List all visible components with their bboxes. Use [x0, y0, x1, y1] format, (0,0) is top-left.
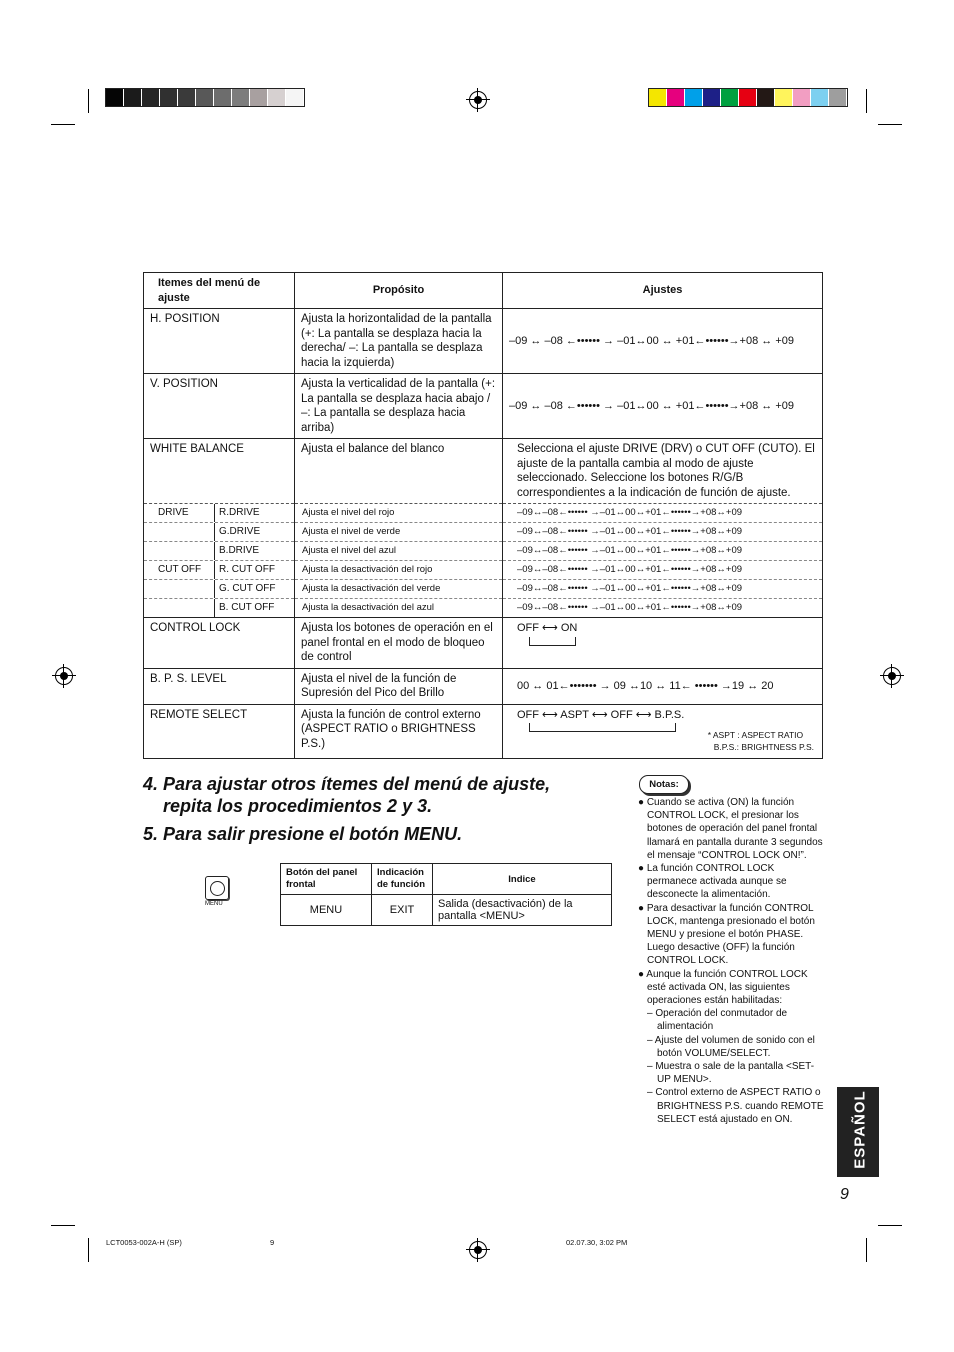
color-swatch — [739, 89, 757, 106]
setting-cell: –09 ↔ –08 ←•••••• → –01↔00 ↔ +01←••••••→+08 ↔ +09 — [503, 374, 823, 439]
notes-list — [638, 796, 826, 1126]
mt-header-indication: Indicación de función — [372, 864, 433, 895]
menu-function-table — [280, 863, 612, 926]
color-swatch — [196, 89, 214, 106]
loop-arrow — [529, 637, 576, 646]
note-subitem: – Muestra o sale de la pantalla <SET-UP MENU>. — [647, 1061, 815, 1086]
color-swatch — [178, 89, 196, 106]
color-swatch — [286, 89, 304, 106]
setting-cell: 00 ↔ 01←••••••• → 09 ↔10 ↔ 11← •••••• →19 ↔ 20 — [503, 668, 823, 704]
wb-sub-row — [144, 542, 294, 561]
wb-sub-item: R.DRIVE — [214, 504, 260, 522]
page-number: 9 — [840, 1186, 849, 1203]
color-swatch — [268, 89, 286, 106]
color-swatch — [811, 89, 829, 106]
language-tab — [837, 1087, 879, 1177]
color-swatch — [685, 89, 703, 106]
menu-icon-label: MENU — [205, 901, 223, 907]
item-cell: REMOTE SELECT — [144, 704, 295, 758]
crop-mark — [88, 89, 89, 113]
footer-code: LCT0053-002A-H (SP) — [106, 1238, 182, 1247]
setting-cell: Selecciona el ajuste DRIVE (DRV) o CUT OFF (CUTO). El ajuste de la pantalla cambia al modo de ajuste seleccionado. Seleccione los botones R/G/B correspondientes a la indicación de función de ajuste. — [503, 439, 823, 504]
note-item: ● La función CONTROL LOCK permanece activada aunque se desconecte la alimentación. — [638, 863, 787, 901]
color-swatch — [757, 89, 775, 106]
wb-sub-setting: –09↔–08←•••••• →–01↔00↔+01←••••••→+08↔+09 — [503, 561, 822, 580]
color-swatch — [793, 89, 811, 106]
aspt-footnote: * ASPT : ASPECT RATIO — [707, 729, 804, 740]
wb-sub-purposes — [295, 504, 502, 617]
note-item: ● Aunque la función CONTROL LOCK esté activada ON, las siguientes operaciones están habilitadas: — [638, 968, 808, 1007]
table-row — [144, 668, 823, 704]
color-swatch — [142, 89, 160, 106]
table-row — [144, 704, 823, 758]
crop-mark — [878, 124, 902, 125]
wb-sub-purpose: Ajusta el nivel del rojo — [295, 504, 502, 523]
notes-badge: Notas: — [639, 775, 689, 794]
mt-index-cell: Salida (desactivación) de la pantalla <MENU> — [433, 895, 612, 926]
registration-mark-icon — [55, 667, 73, 685]
color-swatch — [721, 89, 739, 106]
step-4-line-2: repita los procedimientos 2 y 3. — [163, 796, 433, 816]
crop-mark — [878, 1225, 902, 1226]
mt-menu-cell: MENU — [281, 895, 372, 926]
white-balance-sub-rows — [144, 504, 823, 618]
table-row — [144, 439, 823, 504]
registration-mark-icon — [469, 1241, 487, 1259]
item-cell: B. P. S. LEVEL — [144, 668, 295, 704]
wb-sub-row — [144, 599, 294, 617]
color-swatch — [829, 89, 847, 106]
setting-cell: –09 ↔ –08 ←•••••• → –01↔00 ↔ +01←••••••→+08 ↔ +09 — [503, 309, 823, 374]
note-subitem: – Operación del conmutador de alimentación — [647, 1008, 788, 1033]
wb-group-label — [144, 599, 214, 617]
footer-date: 02.07.30, 3:02 PM — [566, 1238, 628, 1247]
grayscale-bar — [105, 88, 305, 107]
wb-group-label — [144, 523, 214, 541]
menu-settings-table — [143, 272, 823, 759]
table-row — [144, 374, 823, 439]
purpose-cell: Ajusta los botones de operación en el panel frontal en el modo de bloqueo de control — [295, 618, 503, 669]
wb-sub-setting: –09↔–08←•••••• →–01↔00↔+01←••••••→+08↔+09 — [503, 580, 822, 599]
color-swatch — [649, 89, 667, 106]
crop-mark — [866, 89, 867, 113]
table-row — [144, 309, 823, 374]
wb-sub-setting: –09↔–08←•••••• →–01↔00↔+01←••••••→+08↔+09 — [503, 542, 822, 561]
purpose-cell: Ajusta la horizontalidad de la pantalla (+: La pantalla se desplaza hacia la derecha/ –: La pantalla se desplaza hacia la izquierda) — [295, 309, 503, 374]
note-subitem: – Control externo de ASPECT RATIO o BRIGHTNESS P.S. cuando REMOTE SELECT está ajustado en ON. — [647, 1087, 824, 1125]
menu-button-icon — [205, 876, 229, 900]
wb-sub-setting: –09↔–08←•••••• →–01↔00↔+01←••••••→+08↔+09 — [503, 523, 822, 542]
loop-arrow — [529, 723, 676, 732]
purpose-cell: Ajusta la verticalidad de la pantalla (+: La pantalla se desplaza hacia abajo / –: La pantalla se desplaza hacia arriba) — [295, 374, 503, 439]
bps-footnote: B.P.S.: BRIGHTNESS P.S. — [713, 741, 814, 752]
wb-sub-settings — [503, 504, 822, 617]
mt-header-index: Indice — [433, 864, 612, 895]
crop-mark — [51, 1225, 75, 1226]
wb-group-label: CUT OFF — [158, 564, 202, 575]
remote-select-setting: OFF ⟷ ASPT ⟷ OFF ⟷ B.P.S. — [517, 708, 685, 721]
purpose-cell: Ajusta el balance del blanco — [295, 439, 503, 504]
wb-sub-setting: –09↔–08←•••••• →–01↔00↔+01←••••••→+08↔+09 — [517, 602, 743, 613]
wb-sub-purpose: Ajusta el nivel de verde — [295, 523, 502, 542]
wb-sub-purpose: Ajusta la desactivación del azul — [302, 602, 435, 613]
wb-sub-items — [144, 504, 294, 617]
wb-sub-row — [144, 523, 294, 542]
registration-mark-icon — [883, 667, 901, 685]
note-subitem: – Ajuste del volumen de sonido con el botón VOLUME/SELECT. — [647, 1034, 815, 1059]
color-swatch — [703, 89, 721, 106]
wb-sub-setting: –09↔–08←•••••• →–01↔00↔+01←••••••→+08↔+09 — [503, 504, 822, 523]
wb-sub-row — [144, 561, 294, 580]
note-item: ● Cuando se activa (ON) la función CONTROL LOCK, el presionar los botones de operación del panel frontal llamará en pantalla durante 3 segundos el mensaje “CONTROL LOCK ON!”. — [638, 797, 823, 861]
item-cell: H. POSITION — [144, 309, 295, 374]
color-swatch — [124, 89, 142, 106]
footer-page: 9 — [270, 1238, 275, 1247]
color-bar — [648, 88, 848, 107]
wb-sub-row — [144, 504, 294, 523]
wb-sub-item: G. CUT OFF — [214, 580, 275, 598]
setting-cell — [503, 618, 823, 669]
wb-group-label: DRIVE — [158, 507, 189, 518]
note-item: ● Para desactivar la función CONTROL LOCK, mantenga presionado el botón MENU y presione el botón PHASE. Luego desactive (OFF) la función CONTROL LOCK. — [638, 902, 815, 967]
mt-exit-cell: EXIT — [372, 895, 433, 926]
wb-sub-purpose: Ajusta la desactivación del verde — [295, 580, 502, 599]
color-swatch — [667, 89, 685, 106]
item-cell: V. POSITION — [144, 374, 295, 439]
table-row — [144, 618, 823, 669]
step-5: 5. Para salir presione el botón MENU. — [143, 824, 463, 844]
wb-sub-item: B.DRIVE — [214, 542, 259, 560]
color-swatch — [232, 89, 250, 106]
header-item: Itemes del menú de ajuste — [144, 273, 295, 309]
wb-sub-row — [144, 580, 294, 599]
mt-header-button: Botón del panel frontal — [281, 864, 372, 895]
wb-sub-item: G.DRIVE — [214, 523, 260, 541]
header-settings: Ajustes — [503, 273, 823, 309]
language-tab-label: ESPAÑOL — [851, 1090, 869, 1169]
wb-group-label — [144, 580, 214, 598]
wb-sub-item: R. CUT OFF — [214, 561, 275, 579]
item-cell: CONTROL LOCK — [144, 618, 295, 669]
item-cell: WHITE BALANCE — [144, 439, 295, 504]
control-lock-setting: OFF ⟷ ON — [517, 622, 578, 634]
crop-mark — [866, 1238, 867, 1262]
wb-sub-purpose: Ajusta la desactivación del rojo — [295, 561, 502, 580]
step-4-line-1: 4. Para ajustar otros ítemes del menú de ajuste, — [143, 774, 551, 794]
setting-cell — [503, 704, 823, 758]
header-purpose: Propósito — [295, 273, 503, 309]
purpose-cell: Ajusta la función de control externo (ASPECT RATIO o BRIGHTNESS P.S.) — [295, 704, 503, 758]
color-swatch — [214, 89, 232, 106]
color-swatch — [250, 89, 268, 106]
purpose-cell: Ajusta el nivel de la función de Supresión del Pico del Brillo — [295, 668, 503, 704]
color-swatch — [106, 89, 124, 106]
color-swatch — [160, 89, 178, 106]
wb-group-label — [144, 542, 214, 560]
color-swatch — [775, 89, 793, 106]
wb-sub-item: B. CUT OFF — [214, 599, 274, 617]
crop-mark — [51, 124, 75, 125]
registration-mark-icon — [469, 91, 487, 109]
crop-mark — [88, 1238, 89, 1262]
wb-sub-purpose: Ajusta el nivel del azul — [295, 542, 502, 561]
